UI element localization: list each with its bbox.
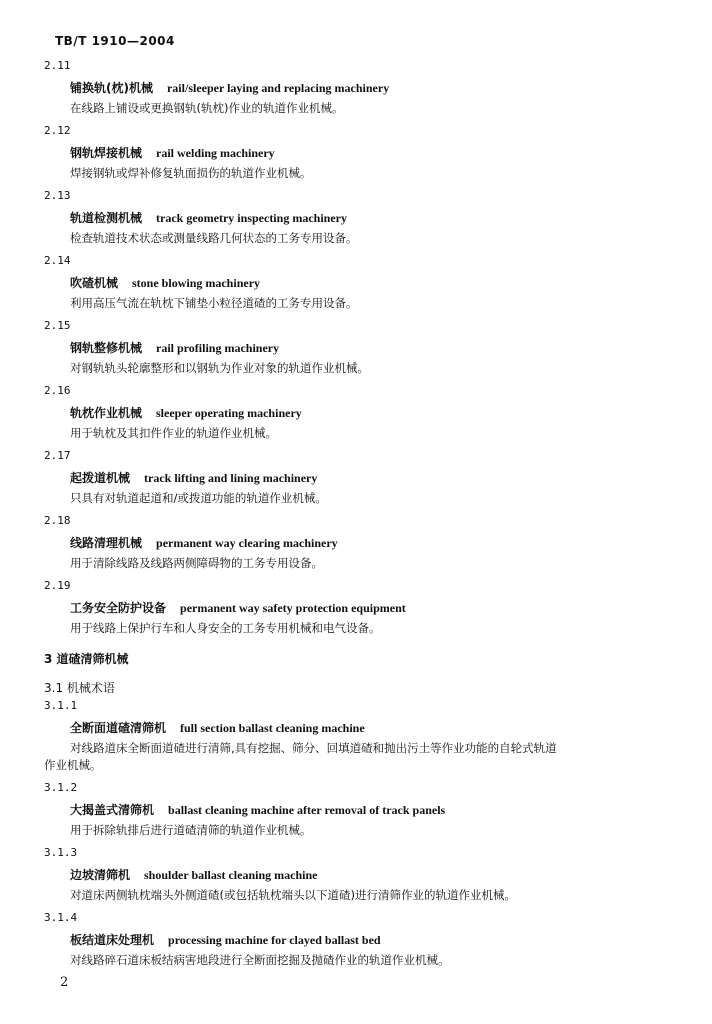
term-chinese: 起拨道机械 [70,471,131,485]
definition-continuation: 作业机械。 [44,758,102,772]
term-title [70,470,712,487]
term-title [70,932,712,949]
term-chinese: 边坡清筛机 [70,868,131,882]
term-number: 2.14 [44,254,71,267]
term-definition: 在线路上铺设或更换钢轨(轨枕)作业的轨道作业机械。 [70,101,344,115]
term-chinese: 板结道床处理机 [70,933,155,947]
term-entry [0,698,712,774]
term-number: 3.1.1 [44,699,78,712]
term-definition: 对钢轨轨头轮廓整形和以钢轨为作业对象的轨道作业机械。 [70,361,369,375]
term-english: track lifting and lining machinery [144,471,318,485]
standard-code-header: TB/T 1910—2004 [55,34,175,48]
subsection-heading: 3.1 机械术语 [44,681,115,695]
term-chinese: 铺换轨(枕)机械 [70,81,153,95]
term-title [70,210,712,227]
term-entry [0,578,712,637]
term-entry [0,845,712,904]
term-definition: 用于清除线路及线路两侧障碍物的工务专用设备。 [70,556,323,570]
term-definition: 用于拆除轨排后进行道碴清筛的轨道作业机械。 [70,823,312,837]
definition-line: 对线路道床全断面道碴进行清筛,具有挖掘、筛分、回填道碴和抛出污土等作业功能的自轮式轨道 [70,741,557,755]
term-english: rail/sleeper laying and replacing machinery [166,81,390,95]
term-entry [0,123,712,182]
term-definition: 用于轨枕及其扣件作业的轨道作业机械。 [70,426,277,440]
term-definition [44,740,670,774]
term-chinese: 工务安全防护设备 [70,601,167,615]
term-number: 2.16 [44,384,71,397]
term-entry [0,318,712,377]
term-english: sleeper operating machinery [156,406,302,420]
term-chinese: 钢轨整修机械 [70,341,143,355]
term-entry [0,383,712,442]
term-entry [0,188,712,247]
term-definition: 利用高压气流在轨枕下铺垫小粒径道碴的工务专用设备。 [70,296,358,310]
page-number: 2 [60,975,69,990]
term-chinese: 轨枕作业机械 [70,406,143,420]
term-title [70,80,712,97]
terms-section-3 [0,698,712,969]
term-number: 2.17 [44,449,71,462]
terms-section-2 [0,58,712,637]
term-number: 2.15 [44,319,71,332]
section-heading: 3 道碴清筛机械 [44,652,129,666]
term-title [70,802,712,819]
term-chinese: 轨道检测机械 [70,211,143,225]
term-number: 2.12 [44,124,71,137]
term-definition: 对道床两侧轨枕端头外侧道碴(或包括轨枕端头以下道碴)进行清筛作业的轨道作业机械。 [70,888,516,902]
term-definition: 检查轨道技术状态或测量线路几何状态的工务专用设备。 [70,231,358,245]
term-definition: 只具有对轨道起道和/或拨道功能的轨道作业机械。 [70,491,327,505]
term-number: 3.1.2 [44,781,78,794]
term-english: stone blowing machinery [132,276,261,290]
term-chinese: 大揭盖式清筛机 [70,803,155,817]
term-english: permanent way safety protection equipment [180,601,406,615]
term-entry [0,253,712,312]
term-english: processing machine for clayed ballast bed [168,933,381,947]
term-entry [0,448,712,507]
term-english: full section ballast cleaning machine [180,721,365,735]
term-title [70,535,712,552]
term-title [70,340,712,357]
term-english: shoulder ballast cleaning machine [144,868,318,882]
term-title [70,145,712,162]
term-chinese: 全断面道碴清筛机 [70,721,167,735]
term-title [70,867,712,884]
term-english: permanent way clearing machinery [156,536,338,550]
term-english: track geometry inspecting machinery [156,211,347,225]
term-title [70,720,712,737]
document-body [0,58,712,975]
term-title [70,600,712,617]
term-definition: 焊接钢轨或焊补修复轨面损伤的轨道作业机械。 [70,166,312,180]
term-chinese: 线路清理机械 [70,536,143,550]
term-english: rail profiling machinery [156,341,280,355]
term-entry [0,780,712,839]
term-entry [0,910,712,969]
term-chinese: 吹碴机械 [70,276,119,290]
term-definition: 用于线路上保护行车和人身安全的工务专用机械和电气设备。 [70,621,381,635]
term-number: 2.13 [44,189,71,202]
term-number: 2.18 [44,514,71,527]
term-definition: 对线路碎石道床板结病害地段进行全断面挖掘及抛碴作业的轨道作业机械。 [70,953,450,967]
term-chinese: 钢轨焊接机械 [70,146,143,160]
term-number: 3.1.3 [44,846,78,859]
term-title [70,275,712,292]
term-entry [0,513,712,572]
term-english: ballast cleaning machine after removal of track panels [168,803,446,817]
term-english: rail welding machinery [156,146,275,160]
term-number: 2.11 [44,59,71,72]
term-number: 3.1.4 [44,911,78,924]
term-title [70,405,712,422]
term-number: 2.19 [44,579,71,592]
term-entry [0,58,712,117]
